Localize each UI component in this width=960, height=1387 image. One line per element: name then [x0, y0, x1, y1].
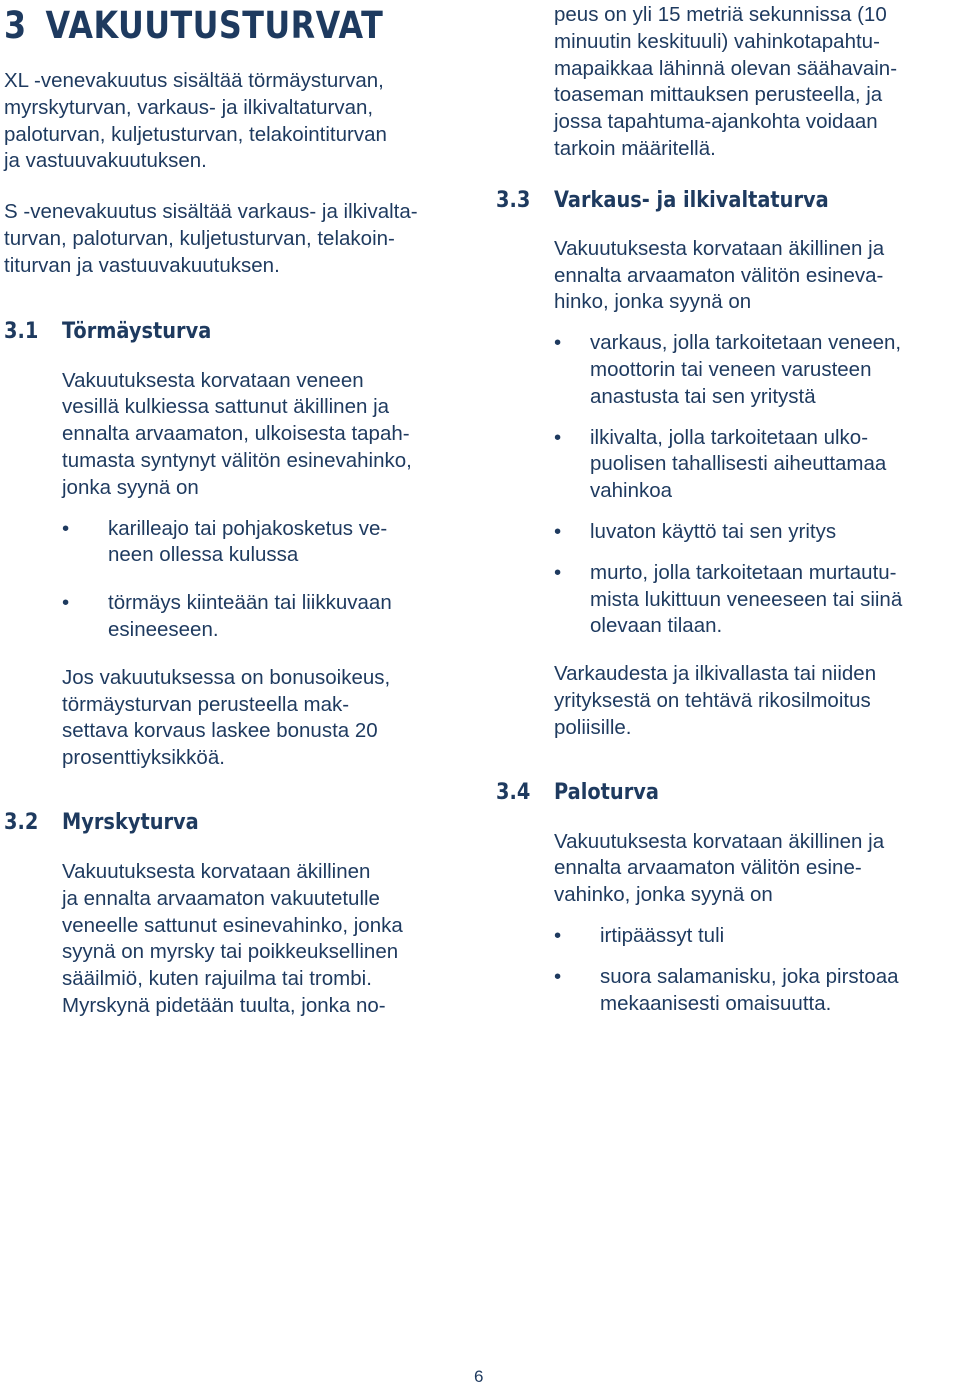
bullet-icon: • — [62, 591, 70, 615]
list-item-text: suora salamanisku, joka pirstoaa mekaanisesti omaisuutta. — [600, 964, 899, 1015]
list-item — [554, 560, 958, 640]
bullet-icon: • — [554, 519, 562, 543]
page-number: 6 — [474, 1367, 484, 1386]
s32-paragraph-continued: peus on yli 15 metriä sekunnissa (10 minuutin keskituuli) vahinkotapahtu- mapaikkaa lähinnä olevan säähavain- toaseman mittauksen perusteella, ja jossa tapahtuma-ajankohta voidaan tarkoin määritellä. — [554, 3, 898, 160]
right-column — [496, 0, 958, 1017]
bullet-icon: • — [554, 923, 562, 947]
s34-paragraph: Vakuutuksesta korvataan äkillinen ja ennalta arvaamaton välitön esine- vahinko, jonka syynä on — [554, 829, 885, 907]
list-item-text: irtipäässyt tuli — [600, 923, 725, 947]
s33-police-paragraph: Varkaudesta ja ilkivallasta tai niiden yrityksestä on tehtävä rikosilmoitus poliisille. — [554, 662, 877, 739]
list-item — [62, 516, 474, 570]
s33-paragraph: Vakuutuksesta korvataan äkillinen ja ennalta arvaamaton välitön esineva- hinko, jonka syynä on — [554, 236, 885, 314]
s33-bullet-list — [554, 330, 958, 640]
list-item — [554, 425, 958, 505]
s31-bullet-list — [62, 516, 474, 644]
list-item-text: murto, jolla tarkoitetaan murtautu- mista lukittuun veneeseen tai siinä olevaan tilaan. — [590, 560, 903, 638]
list-item-text: luvaton käyttö tai sen yritys — [590, 519, 837, 543]
section-heading-3-4: 3.4 Paloturva — [496, 779, 659, 805]
bullet-icon: • — [554, 331, 562, 355]
list-item-text: törmäys kiinteään tai liikkuvaan esineeseen. — [108, 591, 392, 641]
bullet-icon: • — [554, 964, 562, 988]
list-item — [554, 964, 958, 1018]
list-item — [554, 923, 958, 950]
list-item-text: varkaus, jolla tarkoitetaan veneen, moottorin tai veneen varusteen anastusta tai sen yritystä — [590, 331, 902, 408]
list-item — [62, 590, 474, 644]
chapter-title: 3 VAKUUTUSTURVAT — [4, 4, 384, 47]
s31-bonus-paragraph: Jos vakuutuksessa on bonusoikeus, törmäysturvan perusteella mak- settava korvaus laskee bonusta 20 prosenttiyksikköä. — [62, 665, 391, 770]
bullet-icon: • — [62, 516, 70, 540]
s34-bullet-list — [554, 923, 958, 1017]
list-item-text: ilkivalta, jolla tarkoitetaan ulko- puolisen tahallisesti aiheuttamaa vahinkoa — [590, 425, 887, 503]
list-item-text: karilleajo tai pohjakosketus ve- neen ollessa kulussa — [108, 516, 388, 567]
bullet-icon: • — [554, 425, 562, 449]
list-item — [554, 330, 958, 410]
intro-paragraph-xl: XL -venevakuutus sisältää törmäysturvan, myrskyturvan, varkaus- ja ilkivaltaturvan, paloturvan, kuljetusturvan, telakointiturvan ja vastuuvakuutuksen. — [4, 69, 387, 173]
s32-paragraph: Vakuutuksesta korvataan äkillinen ja ennalta arvaamaton vakuutetulle veneelle sattunut esinevahinko, jonka syynä on myrsky tai poikkeuksellinen sääilmiö, kuten rajuilma tai trombi. Myrskynä pidetään tuulta, jonka no- — [62, 859, 403, 1017]
s31-paragraph: Vakuutuksesta korvataan veneen vesillä kulkiessa sattunut äkillinen ja ennalta arvaamaton, ulkoisesta tapah- tumasta syntynyt välitön esinevahinko, jonka syynä on — [62, 368, 412, 499]
intro-paragraph-s: S -venevakuutus sisältää varkaus- ja ilkivalta- turvan, paloturvan, kuljetusturvan, telakoin- titurvan ja vastuuvakuutuksen. — [4, 200, 418, 277]
left-column — [4, 0, 474, 1020]
list-item — [554, 519, 958, 546]
section-heading-3-2: 3.2 Myrskyturva — [4, 809, 199, 835]
section-heading-3-3: 3.3 Varkaus- ja ilkivaltaturva — [496, 187, 829, 213]
bullet-icon: • — [554, 560, 562, 584]
section-heading-3-1: 3.1 Törmäysturva — [4, 318, 212, 344]
